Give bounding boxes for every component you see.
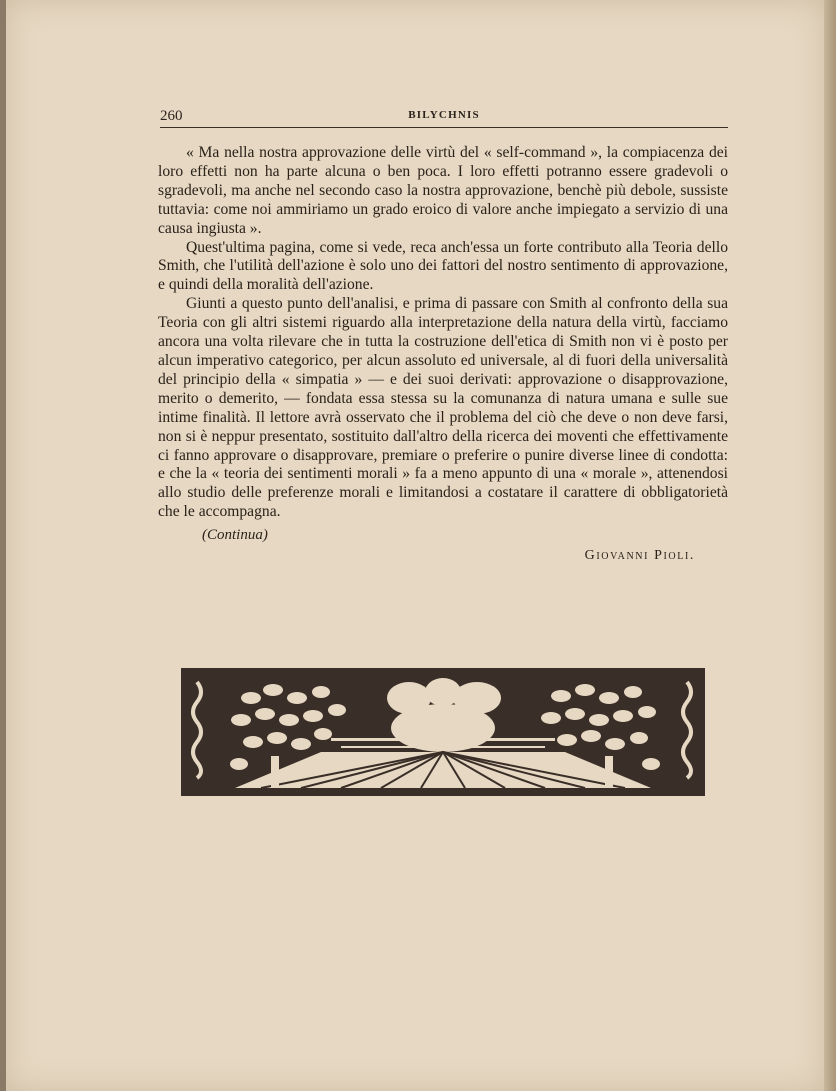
paragraph-quote: « Ma nella nostra approvazione delle virtù del « self-command », la compiacenza dei loro effetti non ha parte alcuna o ben poca. I loro effetti potranno essere gradevoli o sgradevoli, ma anche nel secondo caso la nostra approvazione, benchè più debole, sussiste tuttavia: come noi ammiriamo un grado eroico di valore anche impiegato a servizio di una causa ingiusta ». <box>158 144 728 237</box>
article-body <box>158 144 728 522</box>
author-signature: Giovanni Pioli. <box>584 548 695 563</box>
landscape-woodcut-illustration <box>181 668 705 796</box>
continua-note: (Continua) <box>202 527 268 543</box>
page-header <box>160 108 728 128</box>
page-edge <box>824 0 836 1091</box>
running-head: BILYCHNIS <box>408 109 480 121</box>
paragraph-2: Quest'ultima pagina, come si vede, reca anch'essa un forte contributo alla Teoria dello Smith, che l'utilità dell'azione è solo uno dei fattori del nostro sentimento di approvazione, e quindi della moralità dell'azione. <box>158 238 728 294</box>
paragraph-3: Giunti a questo punto dell'analisi, e prima di passare con Smith al confronto della sua Teoria con gli altri sistemi riguardo alla interpretazione della natura della virtù, facciamo ancora una volta rilevare che in tutta la costruzione dell'etica di Smith non vi è posto per alcun imperativo categorico, per alcun assoluto ed universale, al di fuori della universalità del principio della « simpatia » — e dei suoi derivati: approvazione o disapprovazione, merito o demerito, — fondata essa stessa su la comunanza di natura umana e sulle sue intime finalità. Il lettore avrà osservato che il problema del ciò che deve o non deve farsi, non si è neppur presentato, sostituito dall'altro della ricerca dei moventi che effettivamente ci fanno approvare o disapprovare, premiare o preferire o punire diverse linee di condotta: e che la « teoria dei sentimenti morali » fa a meno appunto di una « morale », attenendosi allo studio delle preferenze morali e limitandosi a costatare il carattere di obbligatorietà che le accompagna. <box>158 295 728 521</box>
page-number: 260 <box>160 108 183 124</box>
header-rule <box>160 127 728 128</box>
